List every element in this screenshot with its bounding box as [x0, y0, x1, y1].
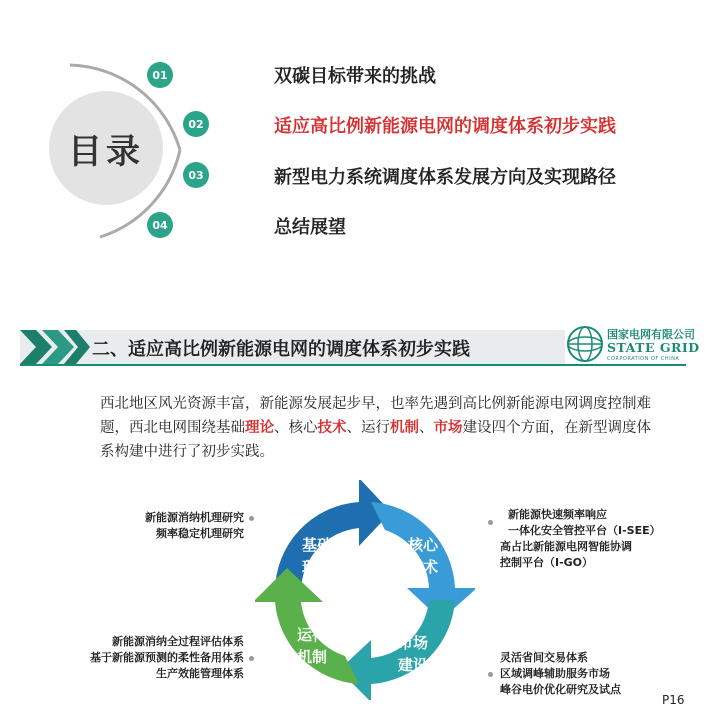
body-text-part: 、	[419, 420, 434, 436]
keyword-market: 市场	[433, 420, 463, 436]
keyword-tech: 技术	[317, 420, 347, 436]
note-line: 峰谷电价优化研究及试点	[500, 683, 621, 696]
note-line: 高占比新能源电网智能协调	[500, 540, 632, 553]
notes-theory	[118, 510, 244, 542]
notes-tech	[500, 507, 661, 571]
cycle-label-line: 市场	[397, 634, 428, 652]
note-line: 区域调峰辅助服务市场	[500, 667, 610, 680]
note-bullet	[488, 672, 493, 677]
chevron-arrows-icon	[20, 330, 90, 364]
notes-market	[500, 650, 621, 698]
toc-number-04: 04	[147, 212, 173, 238]
note-line: 新能源消纳全过程评估体系	[112, 635, 244, 648]
toc-item-3[interactable]: 新型电力系统调度体系发展方向及实现路径	[274, 167, 616, 188]
cycle-label-operation	[282, 624, 342, 668]
page-number: P16	[662, 693, 685, 707]
notes-operation	[74, 634, 244, 682]
cycle-label-tech	[393, 534, 453, 578]
cycle-label-line: 机制	[296, 648, 327, 666]
body-text-part: 建设四个方面，在新型调度体系构建中进行了初步实践。	[100, 420, 651, 460]
note-line: 基于新能源预测的柔性备用体系	[90, 651, 244, 664]
logo-text-sub: CORPORATION OF CHINA	[607, 356, 680, 362]
state-grid-logo-icon	[566, 325, 604, 363]
logo-text-en: STATE GRID	[607, 340, 700, 355]
logo-text-cn: 国家电网有限公司	[607, 328, 695, 341]
cycle-label-theory	[287, 534, 347, 578]
toc-item-2[interactable]: 适应高比例新能源电网的调度体系初步实践	[274, 116, 616, 137]
cycle-label-line: 运行	[296, 626, 327, 644]
note-line: 频率稳定机理研究	[156, 527, 244, 540]
keyword-mechanism: 机制	[390, 420, 419, 436]
note-line: 新能源快速频率响应	[508, 508, 607, 521]
cycle-label-line: 建设	[397, 656, 428, 674]
toc-item-4[interactable]: 总结展望	[274, 217, 346, 238]
body-text-part: 西北地区风光资源丰富，新能源发展起步早，也率先遇到高比例新能源电网调度控制难题，西北电网围绕基础	[100, 396, 651, 436]
cycle-label-line: 技术	[407, 558, 438, 576]
toc-number-02: 02	[183, 111, 209, 137]
body-text-part: 、核心	[274, 420, 318, 436]
toc-number-03: 03	[183, 162, 209, 188]
note-line: 控制平台（I-GO）	[500, 556, 594, 569]
note-line: 生产效能管理体系	[156, 667, 244, 680]
cycle-label-line: 核心	[407, 536, 438, 554]
body-text-part: 、运行	[346, 420, 390, 436]
keyword-theory: 理论	[245, 420, 274, 436]
note-line: 一体化安全管控平台（I-SEE）	[508, 524, 661, 537]
toc-number-01: 01	[147, 62, 173, 88]
note-bullet	[249, 516, 254, 521]
note-line: 新能源消纳机理研究	[145, 511, 244, 524]
section-divider	[20, 364, 686, 366]
toc-item-1[interactable]: 双碳目标带来的挑战	[274, 66, 436, 87]
cycle-label-market	[383, 632, 443, 676]
toc-title: 目录	[49, 91, 163, 205]
note-bullet	[249, 656, 254, 661]
cycle-label-line: 理论	[301, 558, 332, 576]
note-bullet	[488, 520, 493, 525]
cycle-label-line: 基础	[301, 536, 332, 554]
body-paragraph	[100, 392, 660, 464]
note-line: 灵活省间交易体系	[500, 651, 588, 664]
section-title: 二、适应高比例新能源电网的调度体系初步实践	[92, 339, 470, 360]
